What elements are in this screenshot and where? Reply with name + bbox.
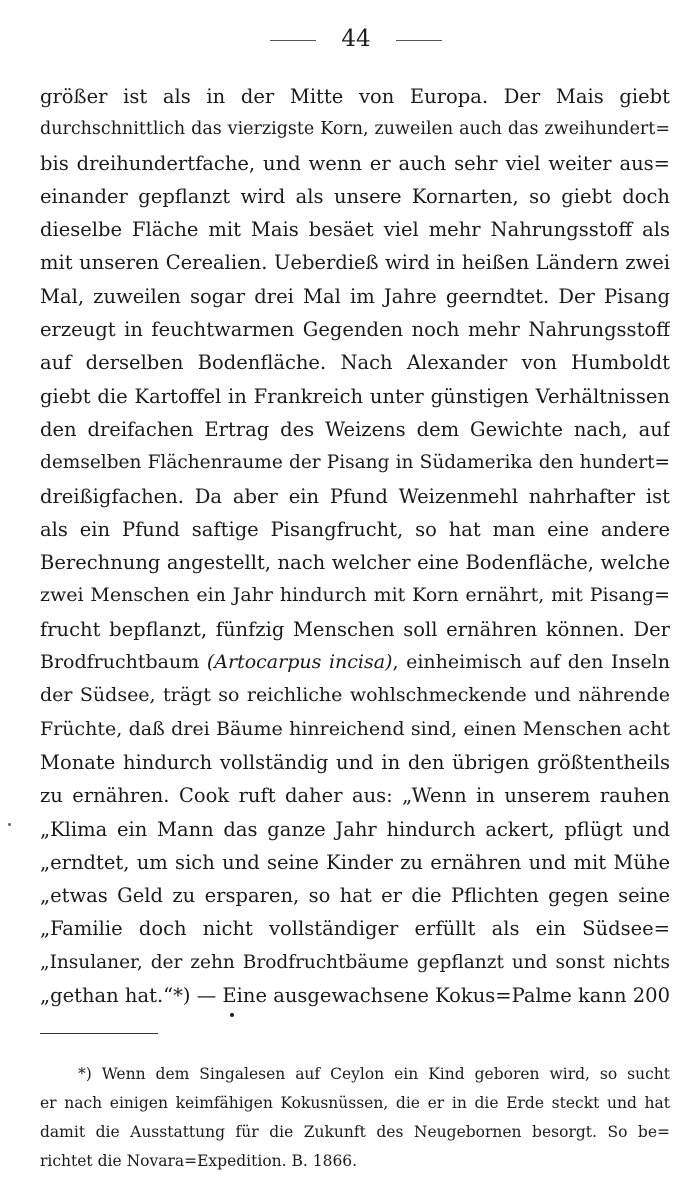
text-fragment: , einheimisch auf den Inseln: [392, 651, 670, 674]
header-rule-right: [396, 40, 442, 41]
footnote-line: damit die Ausstattung für die Zukunft des Neugebornen besorgt. So be=: [40, 1123, 670, 1141]
footnote-line: richtet die Novara=Expedition. B. 1866.: [40, 1152, 358, 1170]
text-line: „etwas Geld zu ersparen, so hat er die Pflichten gegen seine: [40, 884, 670, 908]
footnote-rule: [40, 1033, 158, 1034]
text-line: einander gepflanzt wird als unsere Kornarten, so giebt doch: [40, 184, 670, 208]
text-line: „Insulaner, der zehn Brodfruchtbäume gepflanzt und sonst nichts: [40, 951, 670, 973]
footnote: [40, 1060, 670, 1176]
ink-speck: [230, 1013, 234, 1017]
text-line: „erndtet, um sich und seine Kinder zu ernähren und mit Mühe: [40, 850, 670, 874]
text-line: zwei Menschen ein Jahr hindurch mit Korn ernährt, mit Pisang=: [40, 584, 670, 607]
text-line: auf derselben Bodenfläche. Nach Alexander von Humboldt: [40, 351, 670, 375]
text-line: Monate hindurch vollständig und in den übrigen größtentheils: [40, 750, 670, 774]
text-line: demselben Flächenraume der Pisang in Südamerika den hundert=: [40, 452, 670, 474]
text-line: frucht bepflanzt, fünfzig Menschen soll ernähren können. Der: [40, 617, 670, 641]
text-line: giebt die Kartoffel in Frankreich unter günstigen Verhältnissen: [40, 384, 670, 408]
text-line: „Klima ein Mann das ganze Jahr hindurch ackert, pflügt und: [40, 817, 670, 841]
page-number: 44: [341, 26, 371, 52]
text-line: als ein Pfund saftige Pisangfrucht, so hat man eine andere: [40, 517, 670, 541]
margin-speck: [8, 823, 11, 826]
text-line: „gethan hat.“*) — Eine ausgewachsene Kokus=Palme kann 200: [40, 984, 670, 1008]
header-rule-left: [270, 40, 316, 41]
text-fragment: Brodfruchtbaum: [40, 651, 200, 674]
footnote-line: er nach einigen keimfähigen Kokusnüssen, die er in die Erde steckt und hat: [40, 1094, 670, 1112]
text-line: durchschnittlich das vierzigste Korn, zuweilen auch das zweihundert=: [40, 119, 670, 140]
text-line: Früchte, daß drei Bäume hinreichend sind, einen Menschen acht: [40, 717, 670, 740]
text-line: Mal, zuweilen sogar drei Mal im Jahre geerndtet. Der Pisang: [40, 284, 670, 308]
text-line: dieselbe Fläche mit Mais besäet viel mehr Nahrungsstoff als: [40, 218, 670, 242]
text-line-mixed: [40, 646, 670, 679]
text-line: dreißigfachen. Da aber ein Pfund Weizenmehl nahrhafter ist: [40, 484, 670, 508]
body-text: [40, 80, 670, 1012]
text-line: mit unseren Cerealien. Ueberdieß wird in heißen Ländern zwei: [40, 251, 670, 275]
text-line: der Südsee, trägt so reichliche wohlschmeckende und nährende: [40, 684, 670, 707]
text-line: Berechnung angestellt, nach welcher eine Bodenfläche, welche: [40, 551, 670, 575]
text-line: größer ist als in der Mitte von Europa. Der Mais giebt: [40, 85, 670, 108]
text-line: zu ernähren. Cook ruft daher aus: „Wenn in unserem rauhen: [40, 784, 670, 808]
text-line: den dreifachen Ertrag des Weizens dem Gewichte nach, auf: [40, 417, 670, 441]
footnote-line: *) Wenn dem Singalesen auf Ceylon ein Kind geboren wird, so sucht: [78, 1065, 670, 1083]
latin-name: (Artocarpus incisa): [206, 651, 393, 674]
text-line: erzeugt in feuchtwarmen Gegenden noch mehr Nahrungsstoff: [40, 318, 670, 342]
page-header: [0, 22, 697, 56]
text-line: bis dreihundertfache, und wenn er auch sehr viel weiter aus=: [40, 151, 670, 175]
text-line: „Familie doch nicht vollständiger erfüllt als ein Südsee=: [40, 917, 670, 941]
